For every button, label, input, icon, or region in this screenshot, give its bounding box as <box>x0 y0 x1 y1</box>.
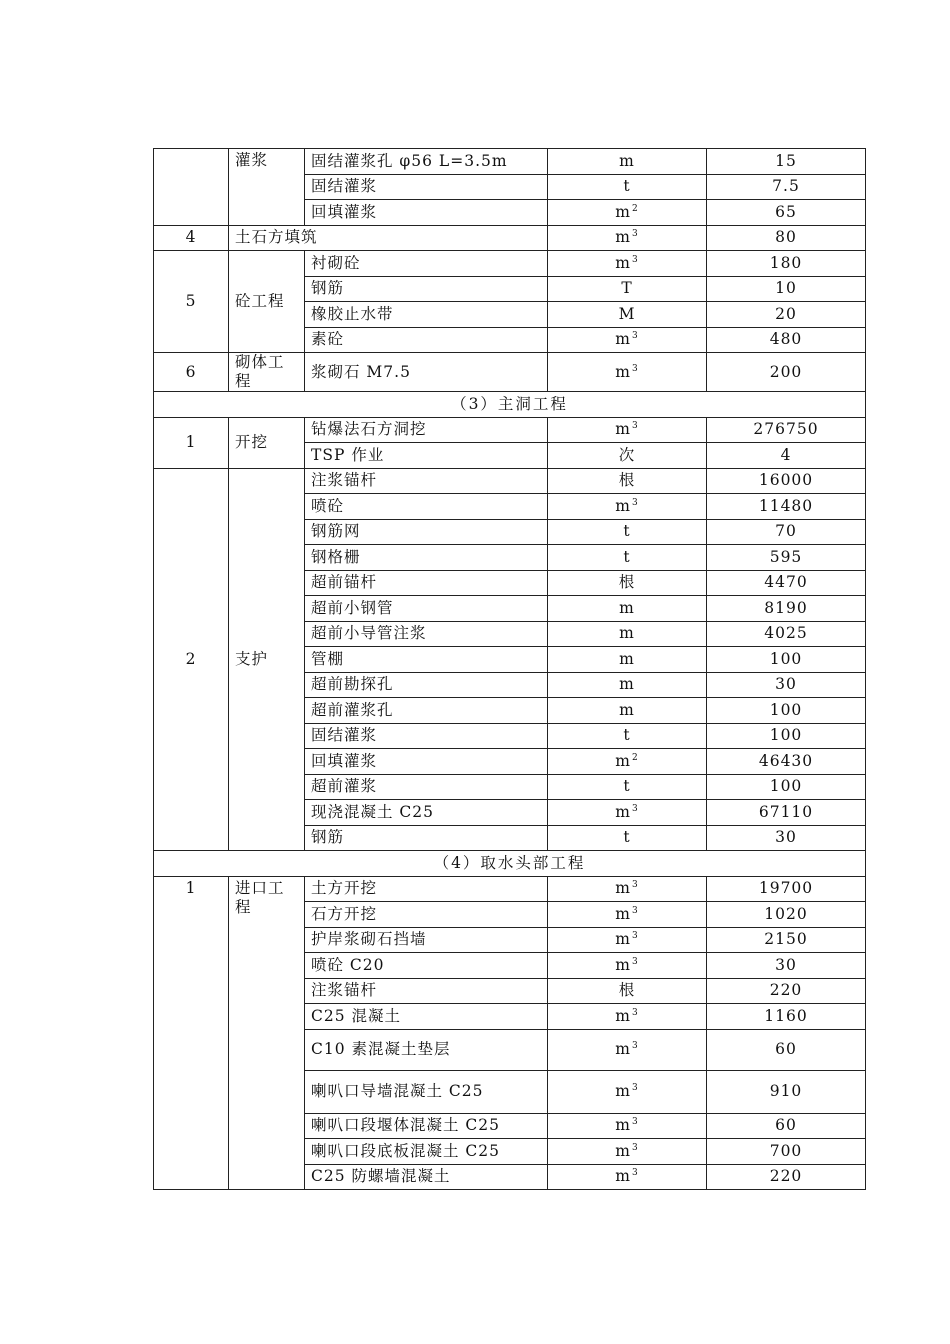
unit-cell <box>548 225 707 251</box>
item-number: 2 <box>154 468 229 851</box>
quantity-cell: 100 <box>707 698 866 724</box>
category-name: 砼工程 <box>229 251 305 353</box>
unit-text: m <box>615 253 631 272</box>
unit-cell <box>548 621 707 647</box>
unit-text: m <box>615 879 631 898</box>
unit-text: 根 <box>618 981 636 1000</box>
unit-cell <box>548 749 707 775</box>
item-description: 土方开挖 <box>305 876 548 902</box>
unit-cell <box>548 800 707 826</box>
unit-cell <box>548 876 707 902</box>
category-name: 进口工程 <box>229 876 305 1190</box>
unit-cell <box>548 927 707 953</box>
unit-text: m <box>615 904 631 923</box>
unit-text: m <box>615 228 631 247</box>
unit-text: 根 <box>618 471 636 490</box>
unit-exponent: 3 <box>631 1117 639 1128</box>
table-row <box>154 876 866 902</box>
unit-text: m <box>615 1006 631 1025</box>
quantity-cell: 20 <box>707 302 866 328</box>
unit-text: m <box>615 1167 631 1186</box>
unit-text: 根 <box>618 573 636 592</box>
unit-text: T <box>621 279 633 298</box>
unit-exponent: 3 <box>631 1007 639 1018</box>
section-row <box>154 851 866 877</box>
unit-text: m <box>619 700 635 719</box>
unit-text: t <box>623 522 631 541</box>
quantity-cell: 11480 <box>707 494 866 520</box>
unit-text: m <box>615 751 631 770</box>
unit-text: t <box>623 547 631 566</box>
unit-text: m <box>615 420 631 439</box>
unit-cell <box>548 978 707 1004</box>
unit-text: m <box>615 1082 631 1100</box>
unit-cell <box>548 251 707 277</box>
quantity-cell: 2150 <box>707 927 866 953</box>
quantity-cell: 1160 <box>707 1004 866 1030</box>
category-name: 砌体工程 <box>229 353 305 392</box>
quantity-cell: 1020 <box>707 902 866 928</box>
unit-cell <box>548 327 707 353</box>
item-description: 注浆锚杆 <box>305 468 548 494</box>
unit-text: m <box>619 598 635 617</box>
category-name: 支护 <box>229 468 305 851</box>
item-description: 石方开挖 <box>305 902 548 928</box>
unit-exponent: 3 <box>631 1142 639 1153</box>
table-row <box>154 468 866 494</box>
item-description: 喇叭口段底板混凝土 C25 <box>305 1139 548 1165</box>
unit-exponent: 3 <box>631 229 639 240</box>
quantity-cell: 480 <box>707 327 866 353</box>
unit-cell <box>548 774 707 800</box>
item-description: 超前锚杆 <box>305 570 548 596</box>
item-description: C25 混凝土 <box>305 1004 548 1030</box>
unit-exponent: 3 <box>631 931 639 942</box>
unit-cell <box>548 443 707 469</box>
unit-exponent: 3 <box>631 880 639 891</box>
item-description: 超前勘探孔 <box>305 672 548 698</box>
section-title: （4）取水头部工程 <box>154 851 866 877</box>
unit-text: m <box>619 649 635 668</box>
item-description: C25 防螺墙混凝土 <box>305 1164 548 1190</box>
unit-cell <box>548 353 707 392</box>
item-description: 固结灌浆孔 φ56 L=3.5m <box>305 149 548 175</box>
item-description: 回填灌浆 <box>305 749 548 775</box>
unit-text: t <box>623 777 631 796</box>
item-description: TSP 作业 <box>305 443 548 469</box>
unit-cell <box>548 1139 707 1165</box>
item-description: 衬砌砼 <box>305 251 548 277</box>
unit-exponent: 2 <box>631 752 639 763</box>
unit-cell <box>548 1004 707 1030</box>
unit-exponent: 3 <box>631 1041 639 1051</box>
quantity-cell: 4470 <box>707 570 866 596</box>
quantity-cell: 8190 <box>707 596 866 622</box>
quantity-cell: 30 <box>707 953 866 979</box>
unit-text: m <box>615 202 631 221</box>
unit-cell <box>548 302 707 328</box>
unit-cell <box>548 825 707 851</box>
item-description: 超前小钢管 <box>305 596 548 622</box>
table-row <box>154 251 866 277</box>
unit-cell <box>548 468 707 494</box>
item-description: 超前灌浆 <box>305 774 548 800</box>
unit-text: m <box>615 930 631 949</box>
unit-cell <box>548 953 707 979</box>
table-row <box>154 225 866 251</box>
item-description: 喷砼 C20 <box>305 953 548 979</box>
quantity-cell: 80 <box>707 225 866 251</box>
item-description: 喷砼 <box>305 494 548 520</box>
unit-cell <box>548 149 707 175</box>
quantity-cell: 910 <box>707 1070 866 1113</box>
unit-cell <box>548 723 707 749</box>
unit-cell <box>548 519 707 545</box>
item-description: 护岸浆砌石挡墙 <box>305 927 548 953</box>
item-description: 钻爆法石方洞挖 <box>305 417 548 443</box>
unit-exponent: 3 <box>631 421 639 432</box>
quantity-cell: 100 <box>707 647 866 673</box>
unit-exponent: 3 <box>631 363 639 374</box>
unit-text: t <box>623 726 631 745</box>
item-description: 现浇混凝土 C25 <box>305 800 548 826</box>
unit-exponent: 3 <box>631 1083 639 1093</box>
unit-cell <box>548 647 707 673</box>
unit-cell <box>548 596 707 622</box>
unit-exponent: 3 <box>631 905 639 916</box>
item-number <box>154 149 229 226</box>
quantity-cell: 180 <box>707 251 866 277</box>
quantity-cell: 220 <box>707 1164 866 1190</box>
quantity-table <box>153 148 866 1190</box>
item-description: 超前小导管注浆 <box>305 621 548 647</box>
unit-cell <box>548 494 707 520</box>
item-description: C10 素混凝土垫层 <box>305 1029 548 1070</box>
item-description: 喇叭口段堰体混凝土 C25 <box>305 1113 548 1139</box>
quantity-cell: 60 <box>707 1113 866 1139</box>
unit-exponent: 3 <box>631 254 639 265</box>
unit-text: m <box>615 802 631 821</box>
unit-text: m <box>615 1141 631 1160</box>
quantity-cell: 4025 <box>707 621 866 647</box>
unit-text: m <box>615 955 631 974</box>
unit-text: 次 <box>618 445 636 464</box>
item-description: 钢筋 <box>305 825 548 851</box>
quantity-cell: 100 <box>707 723 866 749</box>
unit-cell <box>548 200 707 226</box>
unit-text: m <box>615 330 631 349</box>
item-description: 固结灌浆 <box>305 174 548 200</box>
quantity-cell: 4 <box>707 443 866 469</box>
item-description: 回填灌浆 <box>305 200 548 226</box>
unit-exponent: 2 <box>631 203 639 214</box>
quantity-cell: 16000 <box>707 468 866 494</box>
unit-text: t <box>623 177 631 196</box>
item-number: 4 <box>154 225 229 251</box>
quantity-cell: 30 <box>707 672 866 698</box>
item-description: 浆砌石 M7.5 <box>305 353 548 392</box>
quantity-cell: 7.5 <box>707 174 866 200</box>
quantity-table-body <box>154 149 866 1190</box>
table-row <box>154 149 866 175</box>
unit-text: m <box>615 496 631 515</box>
unit-cell <box>548 1070 707 1113</box>
item-description: 管棚 <box>305 647 548 673</box>
item-number: 1 <box>154 876 229 1190</box>
unit-exponent: 3 <box>631 497 639 508</box>
quantity-cell: 100 <box>707 774 866 800</box>
quantity-cell: 67110 <box>707 800 866 826</box>
unit-text: m <box>619 151 635 170</box>
unit-cell <box>548 1029 707 1070</box>
quantity-cell: 200 <box>707 353 866 392</box>
unit-text: m <box>615 362 631 381</box>
unit-text: m <box>619 624 635 643</box>
section-title: （3）主洞工程 <box>154 392 866 418</box>
unit-exponent: 3 <box>631 1168 639 1179</box>
unit-cell <box>548 417 707 443</box>
unit-cell <box>548 1113 707 1139</box>
unit-cell <box>548 276 707 302</box>
item-description: 钢筋网 <box>305 519 548 545</box>
quantity-cell: 65 <box>707 200 866 226</box>
item-description: 固结灌浆 <box>305 723 548 749</box>
quantity-cell: 60 <box>707 1029 866 1070</box>
unit-text: m <box>615 1116 631 1135</box>
unit-exponent: 3 <box>631 331 639 342</box>
item-description: 注浆锚杆 <box>305 978 548 1004</box>
category-name: 灌浆 <box>229 149 305 226</box>
item-description: 超前灌浆孔 <box>305 698 548 724</box>
unit-exponent: 3 <box>631 956 639 967</box>
quantity-cell: 46430 <box>707 749 866 775</box>
unit-cell <box>548 545 707 571</box>
unit-text: m <box>619 675 635 694</box>
unit-cell <box>548 1164 707 1190</box>
quantity-cell: 276750 <box>707 417 866 443</box>
item-number: 1 <box>154 417 229 468</box>
quantity-cell: 220 <box>707 978 866 1004</box>
quantity-cell: 700 <box>707 1139 866 1165</box>
unit-cell <box>548 902 707 928</box>
item-description: 素砼 <box>305 327 548 353</box>
item-description: 橡胶止水带 <box>305 302 548 328</box>
item-number: 5 <box>154 251 229 353</box>
quantity-cell: 30 <box>707 825 866 851</box>
quantity-table-sheet <box>153 148 865 1190</box>
unit-text: M <box>618 304 636 323</box>
category-name: 开挖 <box>229 417 305 468</box>
unit-text: m <box>615 1040 631 1058</box>
item-number: 6 <box>154 353 229 392</box>
unit-cell <box>548 174 707 200</box>
quantity-cell: 19700 <box>707 876 866 902</box>
table-row <box>154 417 866 443</box>
unit-cell <box>548 698 707 724</box>
category-name: 土石方填筑 <box>229 225 548 251</box>
unit-exponent: 3 <box>631 803 639 814</box>
quantity-cell: 10 <box>707 276 866 302</box>
quantity-cell: 595 <box>707 545 866 571</box>
item-description: 钢筋 <box>305 276 548 302</box>
item-description: 喇叭口导墙混凝土 C25 <box>305 1070 548 1113</box>
section-row <box>154 392 866 418</box>
quantity-cell: 15 <box>707 149 866 175</box>
item-description: 钢格栅 <box>305 545 548 571</box>
table-row <box>154 353 866 392</box>
unit-cell <box>548 672 707 698</box>
unit-cell <box>548 570 707 596</box>
unit-text: t <box>623 828 631 847</box>
quantity-cell: 70 <box>707 519 866 545</box>
